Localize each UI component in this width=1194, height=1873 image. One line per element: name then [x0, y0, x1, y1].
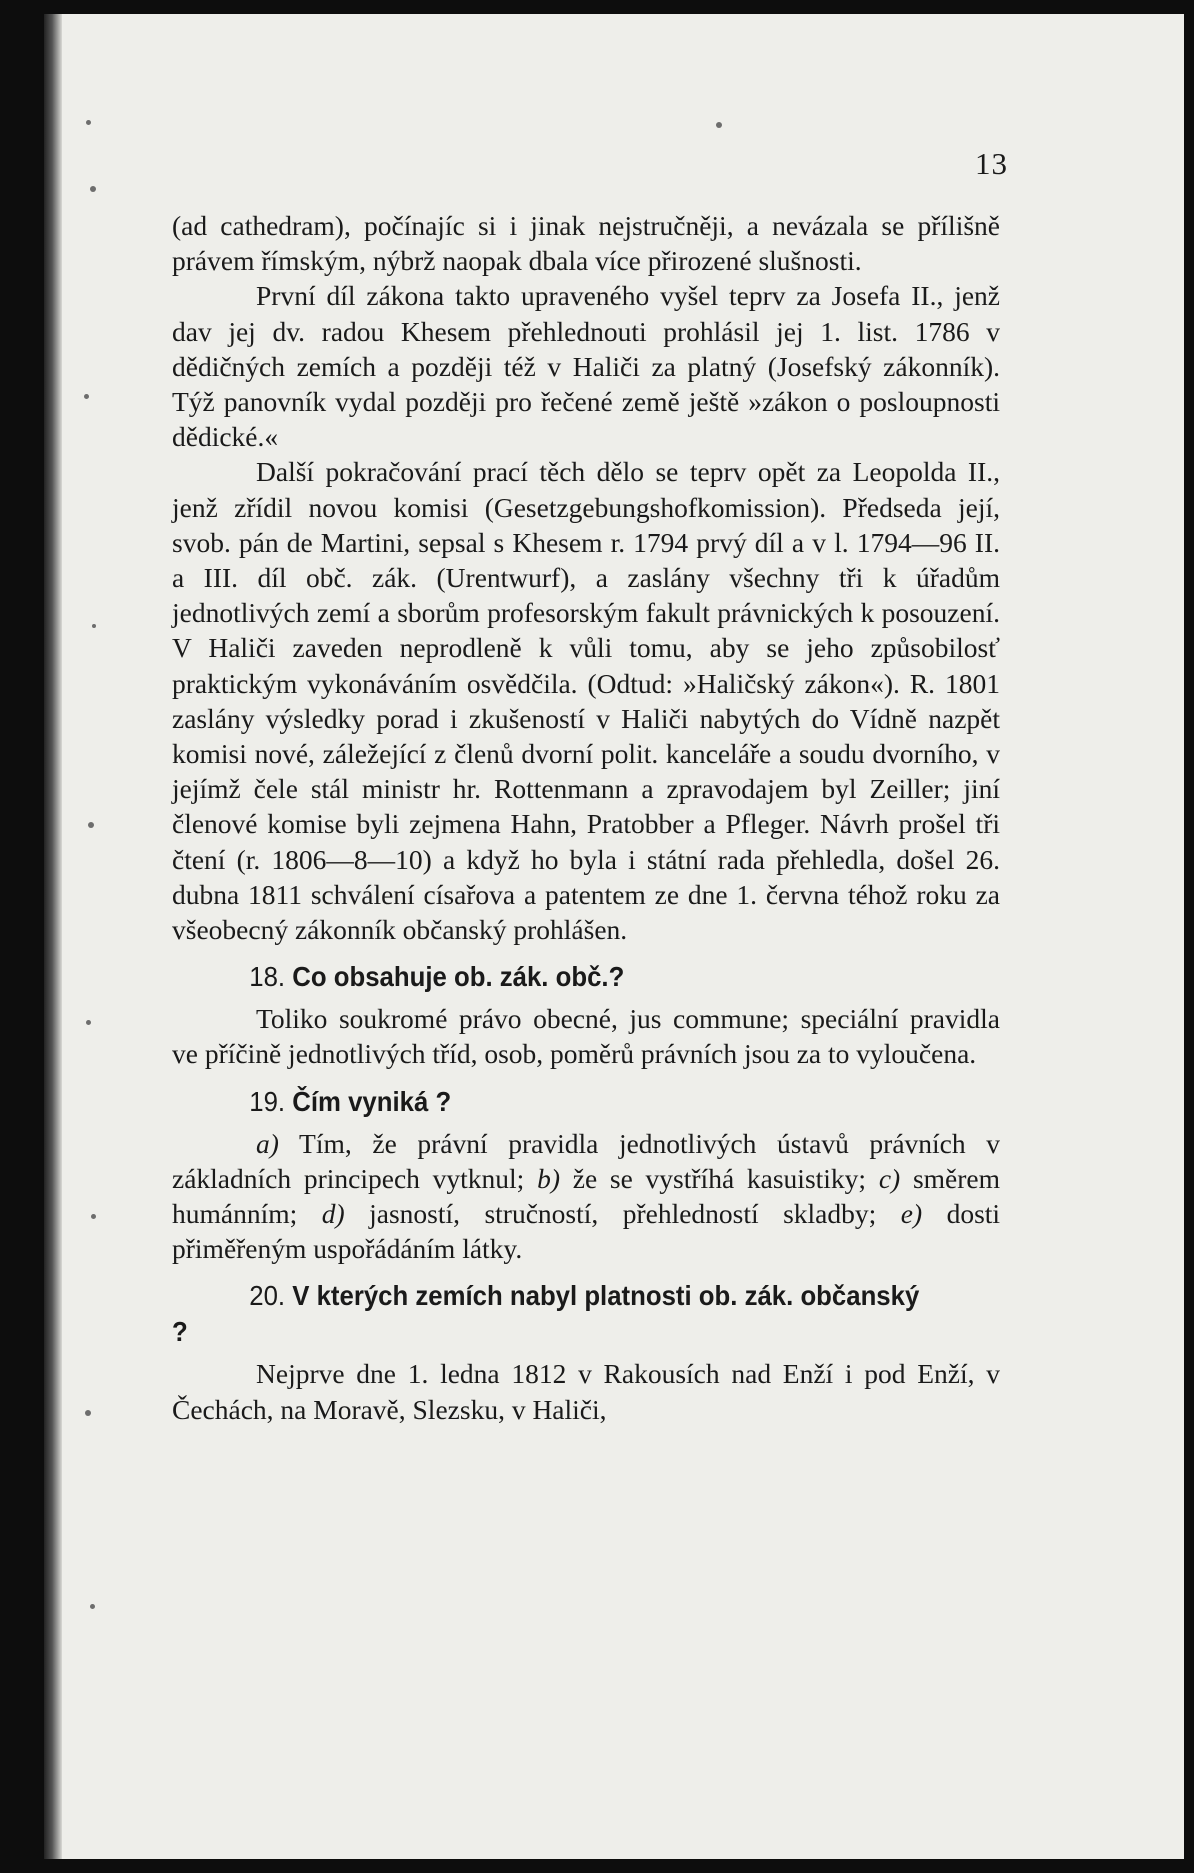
- item-d-marker: d): [321, 1198, 345, 1230]
- scan-speck: [91, 1214, 96, 1219]
- book-page: [44, 14, 1184, 1859]
- scan-speck: [88, 822, 94, 828]
- section-18-text: Toliko soukromé právo obecné, jus commune; speciální pravidla ve příčině jednotlivých tříd, osob, poměrů právních jsou za to vyloučena.: [172, 1003, 1000, 1070]
- section-19-title: Čím vyniká ?: [292, 1085, 452, 1117]
- item-e-text: dosti přiměřeným uspořádáním látky.: [172, 1198, 1001, 1265]
- book-spine-shadow: [44, 14, 62, 1859]
- section-19-heading: [172, 1084, 934, 1120]
- item-b-text: že se vystříhá kasuistiky;: [572, 1162, 867, 1194]
- section-18-title: Co obsahuje ob. zák. obč.?: [292, 961, 625, 993]
- scan-speck: [90, 186, 96, 192]
- section-18-heading: [172, 959, 934, 995]
- section-18-number: 18.: [249, 961, 286, 993]
- scan-speck: [84, 394, 89, 399]
- body-text: [172, 208, 1000, 1427]
- scan-speck: [90, 1604, 95, 1609]
- paragraph-intro-3: Další pokračování prací těch dělo se teprv opět za Leopolda II., jenž zřídil novou komisi (Gesetzgebungshofkomission). Předseda její, svob. pán de Martini, sepsal s Khesem r. 1794 prvý díl a v l. 1794—96 II. a III. díl obč. zák. (Urentwurf), a zaslány všechny tři k úřadům jednotlivých zemí a sborům profesorským fakult právnických k posouzení. V Haliči zaveden neprodleně k vůli tomu, aby se jeho způsobilosť praktickým vykonáváním osvědčila. (Odtud: »Haličský zákon«). R. 1801 zaslány výsledky porad i zkušeností v Haliči nabytých do Vídně nazpět komisi nové, záležející z členů dvorní polit. kanceláře a soudu dvorního, v jejímž čele stál ministr hr. Rottenmann a zpravodajem byl Zeiller; jiní členové komise byli zejmena Hahn, Pratobber a Pfleger. Návrh prošel tři čtení (r. 1806—8—10) a když ho byla i státní rada přehledla, došel 26. dubna 1811 schválení císařova a patentem ze dne 1. června téhož roku za všeobecný zákonník občanský prohlášen.: [172, 456, 1000, 946]
- item-d-text: jasností, stručností, přehledností skladby;: [369, 1198, 877, 1230]
- item-a-marker: a): [256, 1127, 279, 1159]
- item-c-text: směrem humánním;: [172, 1162, 1001, 1230]
- section-20-heading: [172, 1278, 934, 1350]
- item-b-marker: b): [537, 1162, 560, 1194]
- item-e-marker: e): [900, 1198, 923, 1230]
- scan-speck: [86, 1020, 91, 1025]
- scan-speck: [92, 624, 96, 628]
- scan-speck: [716, 122, 722, 128]
- item-c-marker: c): [878, 1162, 901, 1194]
- item-a-text: Tím, že právní pravidla jednotlivých ústavů právních v základních principech vytknul;: [172, 1127, 1000, 1194]
- paragraph-intro-2: První díl zákona takto upraveného vyšel teprv za Josefa II., jenž dav jej dv. radou Khesem přehlednouti prohlásil jej 1. list. 1786 v dědičných zemích a později též v Haliči za platný (Josefský zákonník). Týž panovník vydal později pro řečené země ještě »zákon o posloupnosti dědické.«: [172, 280, 1000, 453]
- scan-speck: [86, 120, 91, 125]
- section-19-number: 19.: [249, 1085, 286, 1117]
- section-20-number: 20.: [249, 1280, 286, 1312]
- paragraph-intro-1: (ad cathedram), počínajíc si i jinak nejstručněji, a nevázala se přílišně právem římským, nýbrž naopak dbala více přirozené slušnosti.: [172, 210, 1000, 277]
- scan-speck: [85, 1410, 91, 1416]
- page-number: 13: [975, 146, 1008, 181]
- section-20-title: V kterých zemích nabyl platnosti ob. zák. občanský ?: [172, 1280, 920, 1348]
- section-19-text: [172, 1126, 1000, 1267]
- section-20-text: Nejprve dne 1. ledna 1812 v Rakousích nad Enží i pod Enží, v Čechách, na Moravě, Slezsku, v Haliči,: [172, 1358, 1000, 1425]
